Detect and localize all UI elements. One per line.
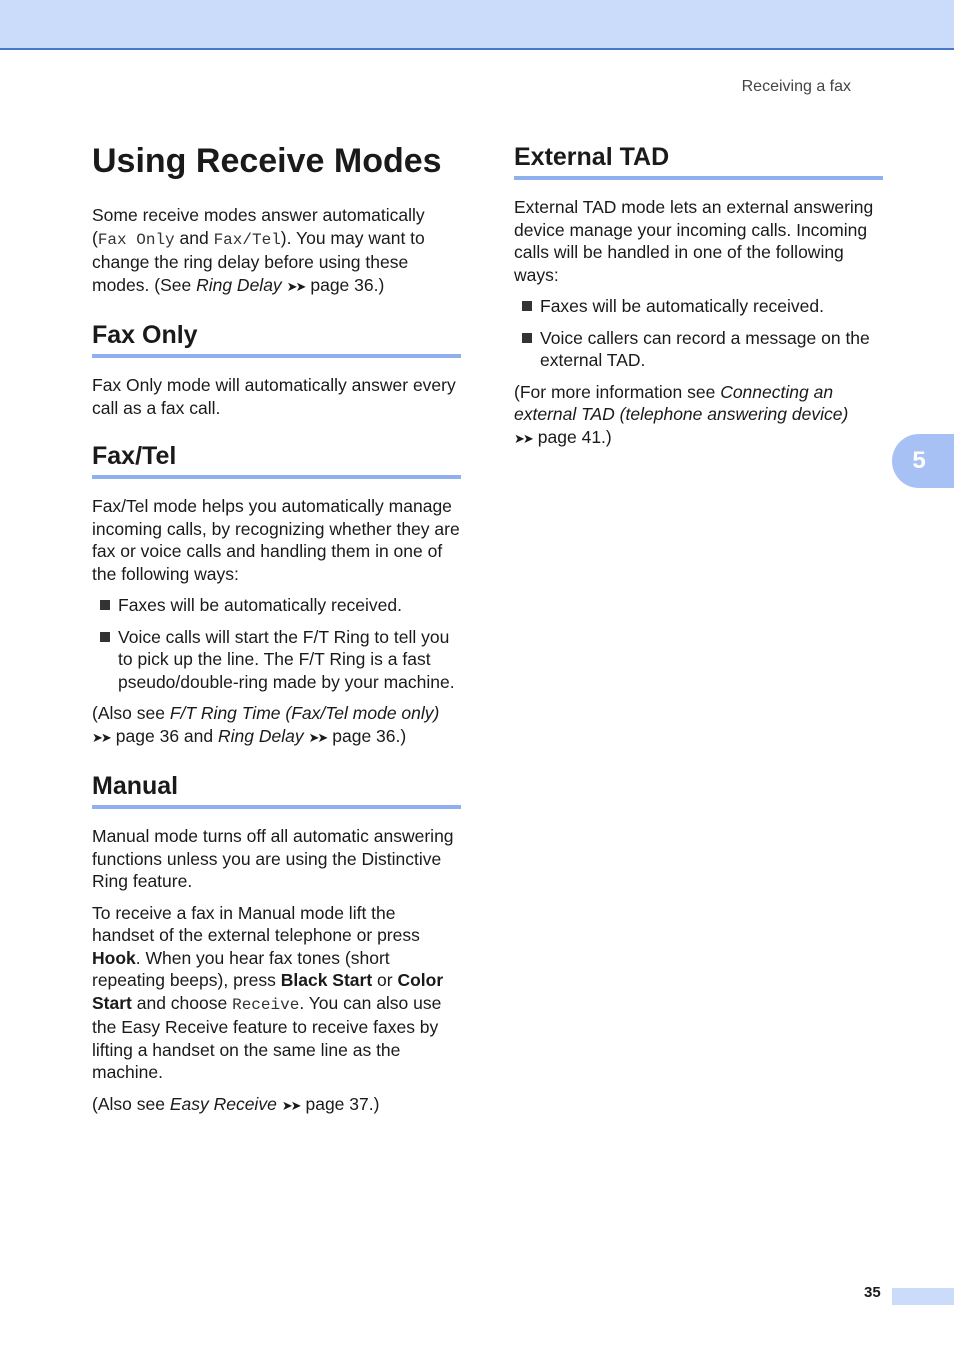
list-item: Faxes will be automatically received. [514,295,883,318]
external-tad-more-info: (For more information see Connecting an external TAD (telephone answering device) ➤➤ page 41.) [514,381,849,447]
double-arrow-icon: ➤➤ [281,1097,300,1113]
top-header-band [0,0,954,50]
ring-delay-reference[interactable]: Ring Delay [217,725,304,746]
page-number: 35 [864,1284,881,1301]
fax-only-section [92,320,461,419]
list-item: Voice callers can record a message on the external TAD. [514,327,883,372]
ft-ring-time-reference[interactable]: F/T Ring Time (Fax/Tel mode only) [169,703,440,723]
square-bullet-icon [100,632,110,642]
fax-tel-mode-name: Fax/Tel [213,230,281,249]
connecting-external-tad-reference[interactable]: Connecting an external TAD (telephone answering device) [514,381,849,424]
fax-tel-heading: Fax/Tel [92,441,461,479]
chapter-tab [892,434,954,488]
double-arrow-icon: ➤➤ [286,278,305,294]
square-bullet-icon [522,333,532,343]
receive-option-name: Receive [232,995,300,1014]
footer-band [892,1288,954,1305]
external-tad-heading: External TAD [514,142,883,180]
black-start-key-label: Black Start [280,970,373,990]
fax-only-body: Fax Only mode will automatically answer every call as a fax call. [92,375,456,418]
manual-section [92,771,461,1117]
page-title: Using Receive Modes [92,142,442,180]
hook-key-label: Hook [92,947,136,968]
ring-delay-reference[interactable]: Ring Delay [196,274,282,295]
color-start-key-label: Color Start [92,970,444,1013]
fax-tel-section [92,441,461,749]
running-title: Receiving a fax [741,78,851,95]
square-bullet-icon [100,600,110,610]
fax-only-mode-name: Fax Only [97,230,175,249]
double-arrow-icon: ➤➤ [92,729,110,745]
intro-paragraph: Some receive modes answer automatically (Fax Only and Fax/Tel). You may want to change the ring delay before using these modes. (See Ring Delay ➤➤ page 36.) [92,205,425,295]
easy-receive-reference[interactable]: Easy Receive [169,1093,277,1114]
list-item: Voice calls will start the F/T Ring to tell you to pick up the line. The F/T Ring is a fast pseudo/double-ring made by your machine. [92,626,461,694]
fax-tel-bullet-list [92,594,461,693]
double-arrow-icon: ➤➤ [514,430,532,446]
right-column [514,142,883,459]
list-item: Faxes will be automatically received. [92,594,461,617]
double-arrow-icon: ➤➤ [308,729,327,745]
fax-tel-also-see: (Also see F/T Ring Time (Fax/Tel mode only) ➤➤ page 36 and Ring Delay ➤➤ page 36.) [92,703,440,746]
manual-also-see: (Also see Easy Receive ➤➤ page 37.) [92,1093,380,1114]
fax-tel-body: Fax/Tel mode helps you automatically manage incoming calls, by recognizing whether they are fax or voice calls and handling them in one of the following ways: [92,496,460,584]
left-column [92,140,461,1126]
manual-heading: Manual [92,771,461,809]
manual-body-1: Manual mode turns off all automatic answering functions unless you are using the Distinctive Ring feature. [92,826,454,891]
chapter-number: 5 [912,447,926,474]
external-tad-body: External TAD mode lets an external answering device manage your incoming calls. Incoming calls will be handled in one of the following ways: [514,197,874,285]
external-tad-bullet-list [514,295,883,372]
fax-only-heading: Fax Only [92,320,461,358]
manual-body-2: To receive a fax in Manual mode lift the handset of the external telephone or press Hook. When you hear fax tones (short repeating beeps), press Black Start or Color Start and choose Receive. You can also use the Easy Receive feature to receive faxes by lifting a handset on the same line as the machine. [92,902,444,1082]
square-bullet-icon [522,301,532,311]
